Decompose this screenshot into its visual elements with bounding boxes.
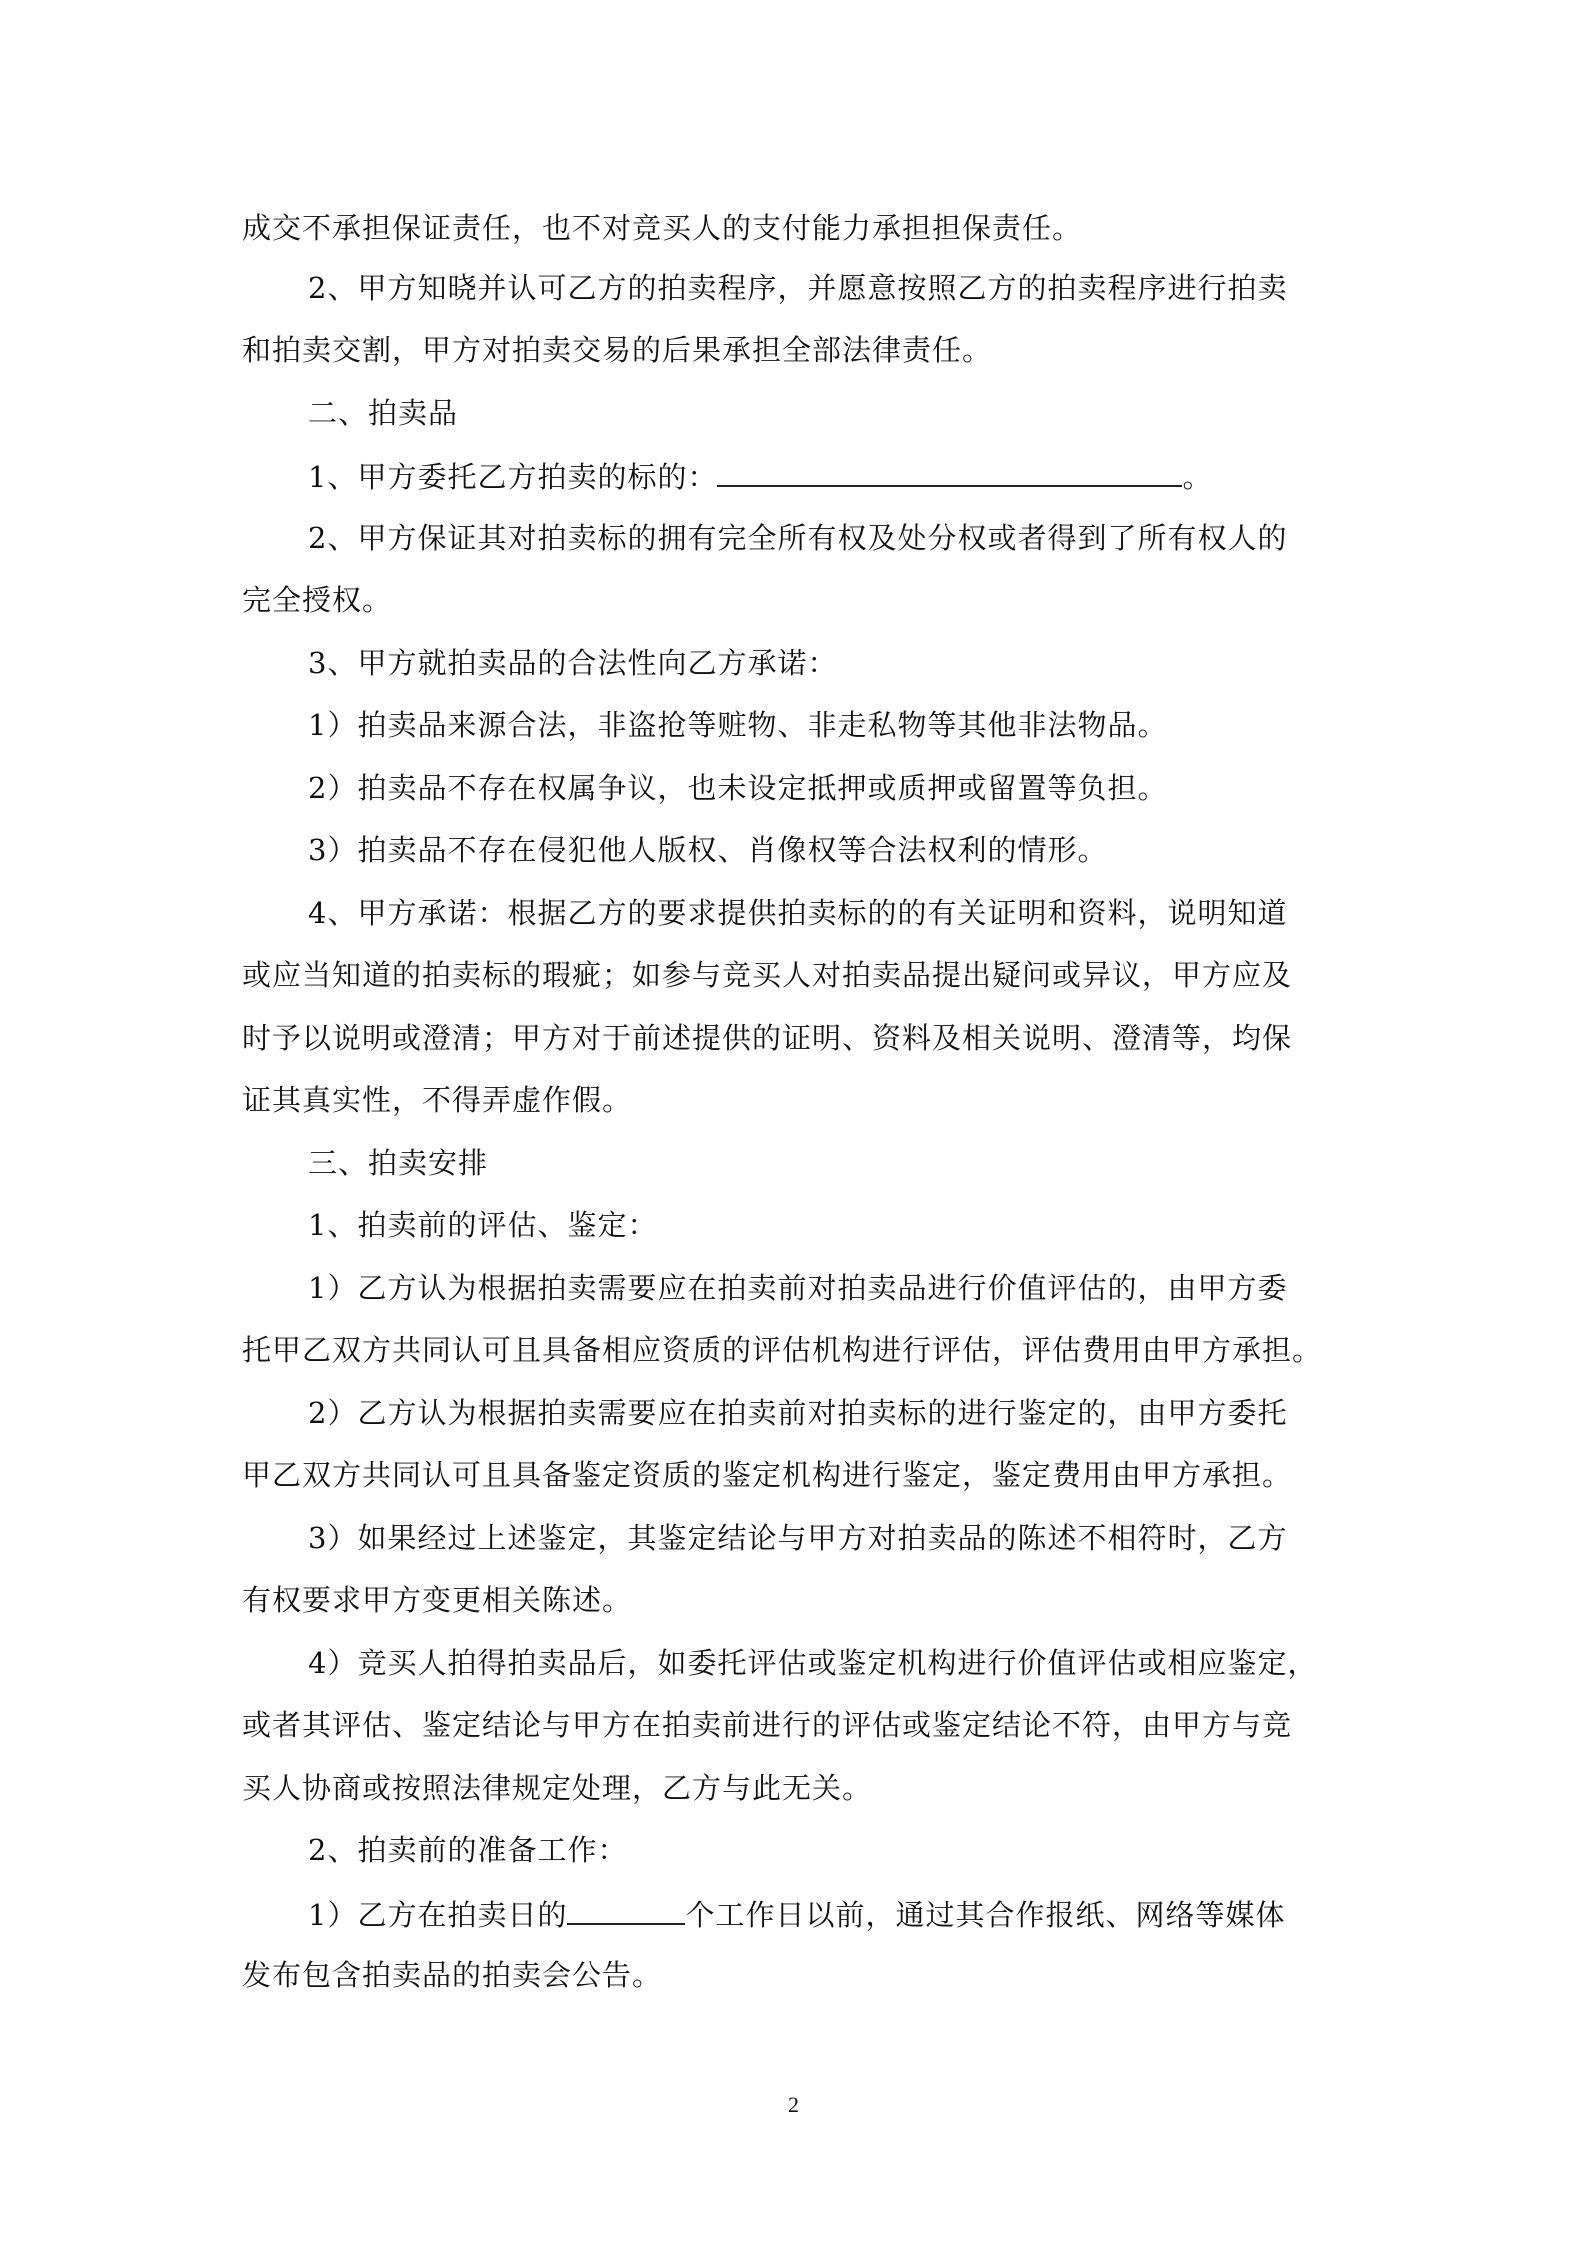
paragraph-line: 托甲乙双方共同认可且具备相应资质的评估机构进行评估，评估费用由甲方承担。 xyxy=(242,1333,1323,1367)
paragraph-line: 1）乙方认为根据拍卖需要应在拍卖前对拍卖品进行价值评估的，由甲方委 xyxy=(308,1271,1288,1305)
paragraph-line: 或应当知道的拍卖标的瑕疵；如参与竞买人对拍卖品提出疑问或异议，甲方应及 xyxy=(242,958,1293,992)
paragraph-line: 甲乙双方共同认可且具备鉴定资质的鉴定机构进行鉴定，鉴定费用由甲方承担。 xyxy=(242,1458,1293,1492)
paragraph-line: 时予以说明或澄清；甲方对于前述提供的证明、资料及相关说明、澄清等，均保 xyxy=(242,1021,1293,1055)
line-text: 。 xyxy=(1182,460,1213,494)
paragraph-line: 3）如果经过上述鉴定，其鉴定结论与甲方对拍卖品的陈述不相符时，乙方 xyxy=(308,1521,1288,1555)
paragraph-line: 成交不承担保证责任，也不对竞买人的支付能力承担担保责任。 xyxy=(242,211,1083,245)
section-heading: 三、拍卖安排 xyxy=(308,1146,489,1180)
paragraph-line xyxy=(308,1893,1285,1935)
paragraph-line xyxy=(308,455,1212,497)
line-text: 个工作日以前，通过其合作报纸、网络等媒体 xyxy=(685,1898,1286,1932)
paragraph-line: 2、拍卖前的准备工作： xyxy=(308,1833,628,1867)
paragraph-line: 1、拍卖前的评估、鉴定： xyxy=(308,1208,658,1242)
paragraph-line: 证其真实性，不得弄虚作假。 xyxy=(242,1083,633,1117)
line-text: 1、甲方委托乙方拍卖的标的： xyxy=(308,460,718,494)
paragraph-line: 4、甲方承诺：根据乙方的要求提供拍卖标的的有关证明和资料，说明知道 xyxy=(308,896,1288,930)
section-heading: 二、拍卖品 xyxy=(308,396,459,430)
paragraph-line: 2、甲方保证其对拍卖标的拥有完全所有权及处分权或者得到了所有权人的 xyxy=(308,521,1288,555)
paragraph-line: 2）乙方认为根据拍卖需要应在拍卖前对拍卖标的进行鉴定的，由甲方委托 xyxy=(308,1396,1288,1430)
paragraph-line: 买人协商或按照法律规定处理，乙方与此无关。 xyxy=(242,1771,873,1805)
paragraph-line: 2）拍卖品不存在权属争议，也未设定抵押或质押或留置等负担。 xyxy=(308,771,1168,805)
paragraph-line: 有权要求甲方变更相关陈述。 xyxy=(242,1583,633,1617)
paragraph-line: 3）拍卖品不存在侵犯他人版权、肖像权等合法权利的情形。 xyxy=(308,833,1108,867)
page-number: 2 xyxy=(788,2092,799,2117)
paragraph-line: 发布包含拍卖品的拍卖会公告。 xyxy=(242,1958,663,1992)
fill-in-blank xyxy=(567,1893,685,1925)
paragraph-line: 完全授权。 xyxy=(242,583,393,617)
paragraph-line: 4）竞买人拍得拍卖品后，如委托评估或鉴定机构进行价值评估或相应鉴定， xyxy=(308,1646,1318,1680)
paragraph-line: 或者其评估、鉴定结论与甲方在拍卖前进行的评估或鉴定结论不符，由甲方与竞 xyxy=(242,1708,1293,1742)
paragraph-line: 和拍卖交割，甲方对拍卖交易的后果承担全部法律责任。 xyxy=(242,333,993,367)
paragraph-line: 1）拍卖品来源合法，非盗抢等赃物、非走私物等其他非法物品。 xyxy=(308,708,1168,742)
paragraph-line: 3、甲方就拍卖品的合法性向乙方承诺： xyxy=(308,646,838,680)
line-text: 1）乙方在拍卖日的 xyxy=(308,1898,568,1932)
paragraph-line: 2、甲方知晓并认可乙方的拍卖程序，并愿意按照乙方的拍卖程序进行拍卖 xyxy=(308,271,1288,305)
fill-in-blank xyxy=(717,455,1182,487)
